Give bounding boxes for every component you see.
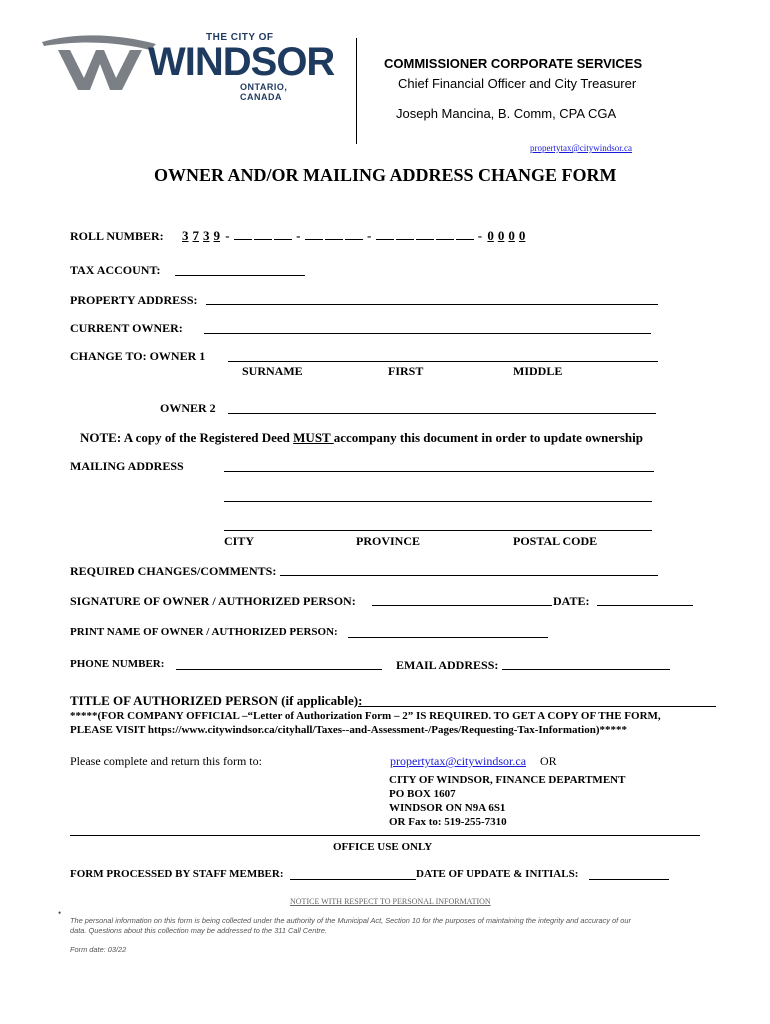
- notice-line2: data. Questions about this collection may be addressed to the 311 Call Centre.: [70, 926, 328, 935]
- date-label: DATE:: [553, 594, 590, 608]
- roll-digit: 3: [182, 228, 189, 243]
- company-note-line2: PLEASE VISIT https://www.citywindsor.ca/cityhall/Taxes--and-Assessment-/Pages/Requesting-Tax-Information)*****: [70, 724, 627, 736]
- notice-bullet: •: [58, 908, 62, 918]
- roll-digit: 0: [518, 228, 526, 243]
- office-use-label: OFFICE USE ONLY: [333, 841, 433, 853]
- logo-line2: WINDSOR: [148, 40, 335, 84]
- owner1-field[interactable]: [228, 361, 658, 362]
- logo-line1: THE CITY OF: [206, 32, 274, 43]
- form-title: OWNER AND/OR MAILING ADDRESS CHANGE FORM: [154, 165, 617, 185]
- change-to-owner1-label: CHANGE TO: OWNER 1: [70, 349, 206, 363]
- middle-label: MIDDLE: [513, 364, 563, 378]
- logo-line3: ONTARIO, CANADA: [240, 82, 288, 102]
- owner2-label: OWNER 2: [160, 401, 216, 415]
- required-changes-field[interactable]: [280, 575, 658, 576]
- deed-note: [80, 430, 643, 446]
- return-instructions: Please complete and return this form to:: [70, 754, 262, 768]
- return-address-line2: PO BOX 1607: [389, 788, 456, 800]
- title-authorized-label: TITLE OF AUTHORIZED PERSON (if applicable):: [70, 693, 363, 708]
- roll-digit: 0: [508, 228, 515, 243]
- phone-field[interactable]: [176, 669, 382, 670]
- mailing-address-line3[interactable]: [224, 530, 652, 531]
- note-prefix: NOTE: A copy of the Registered Deed: [80, 430, 294, 445]
- roll-dash: -: [366, 228, 372, 243]
- header-role: Chief Financial Officer and City Treasurer: [398, 76, 637, 91]
- header-divider: [356, 38, 357, 144]
- roll-dash: -: [225, 228, 230, 243]
- note-suffix: accompany this document in order to update ownership: [333, 430, 643, 445]
- notice-line1: The personal information on this form is being collected under the authority of the Municipal Act, Section 10 for the purposes of maintaining the integrity and accuracy of our: [70, 916, 631, 925]
- return-or: OR: [540, 754, 557, 768]
- roll-number-field[interactable]: [180, 227, 527, 244]
- mailing-address-label: MAILING ADDRESS: [70, 459, 184, 473]
- title-authorized-field[interactable]: [358, 706, 716, 707]
- header-name: Joseph Mancina, B. Comm, CPA CGA: [396, 106, 617, 121]
- roll-digit: 0: [497, 228, 505, 243]
- current-owner-field[interactable]: [204, 333, 651, 334]
- print-name-label: PRINT NAME OF OWNER / AUTHORIZED PERSON:: [70, 626, 338, 638]
- processed-by-label: FORM PROCESSED BY STAFF MEMBER:: [70, 868, 284, 880]
- return-address-line4: OR Fax to: 519-255-7310: [389, 816, 507, 828]
- roll-digit: 7: [192, 228, 199, 243]
- postal-code-label: POSTAL CODE: [513, 534, 598, 548]
- processed-by-field[interactable]: [290, 879, 416, 880]
- roll-digit: 3: [203, 228, 210, 243]
- print-name-field[interactable]: [348, 637, 548, 638]
- date-update-field[interactable]: [589, 879, 669, 880]
- return-email-link[interactable]: propertytax@citywindsor.ca: [390, 754, 527, 768]
- email-label: EMAIL ADDRESS:: [396, 658, 499, 672]
- email-field[interactable]: [502, 669, 670, 670]
- roll-digit: 0: [487, 228, 494, 243]
- company-note-line1: *****(FOR COMPANY OFFICIAL –“Letter of Authorization Form – 2” IS REQUIRED. TO GET A COPY OF THE FORM,: [70, 710, 661, 722]
- notice-title: NOTICE WITH RESPECT TO PERSONAL INFORMATION: [290, 897, 491, 906]
- date-update-label: DATE OF UPDATE & INITIALS:: [416, 868, 579, 880]
- mailing-address-line2[interactable]: [224, 501, 652, 502]
- province-label: PROVINCE: [356, 534, 421, 548]
- mailing-address-line1[interactable]: [224, 471, 654, 472]
- roll-dash: -: [296, 228, 301, 243]
- note-must: MUST: [293, 430, 334, 445]
- required-changes-label: REQUIRED CHANGES/COMMENTS:: [70, 564, 277, 578]
- return-address-line1: CITY OF WINDSOR, FINANCE DEPARTMENT: [389, 774, 626, 786]
- signature-field[interactable]: [372, 605, 552, 606]
- surname-label: SURNAME: [242, 364, 303, 378]
- property-address-label: PROPERTY ADDRESS:: [70, 293, 198, 307]
- signature-label: SIGNATURE OF OWNER / AUTHORIZED PERSON:: [70, 594, 356, 608]
- roll-digit: 9: [213, 228, 220, 243]
- city-label: CITY: [224, 534, 255, 548]
- property-address-field[interactable]: [206, 304, 658, 305]
- city-logo: [38, 30, 335, 102]
- date-field[interactable]: [597, 605, 693, 606]
- form-date: Form date: 03/22: [70, 945, 127, 954]
- office-use-divider: [70, 835, 700, 836]
- roll-number-label: ROLL NUMBER:: [70, 229, 164, 243]
- roll-dash: -: [477, 228, 483, 243]
- tax-account-label: TAX ACCOUNT:: [70, 263, 161, 277]
- owner2-field[interactable]: [228, 413, 656, 414]
- header-email-link[interactable]: propertytax@citywindsor.ca: [530, 143, 633, 153]
- first-label: FIRST: [388, 364, 424, 378]
- phone-label: PHONE NUMBER:: [70, 658, 165, 670]
- tax-account-field[interactable]: [175, 275, 305, 276]
- header-department: COMMISSIONER CORPORATE SERVICES: [384, 56, 643, 71]
- return-address-line3: WINDSOR ON N9A 6S1: [389, 802, 506, 814]
- current-owner-label: CURRENT OWNER:: [70, 321, 183, 335]
